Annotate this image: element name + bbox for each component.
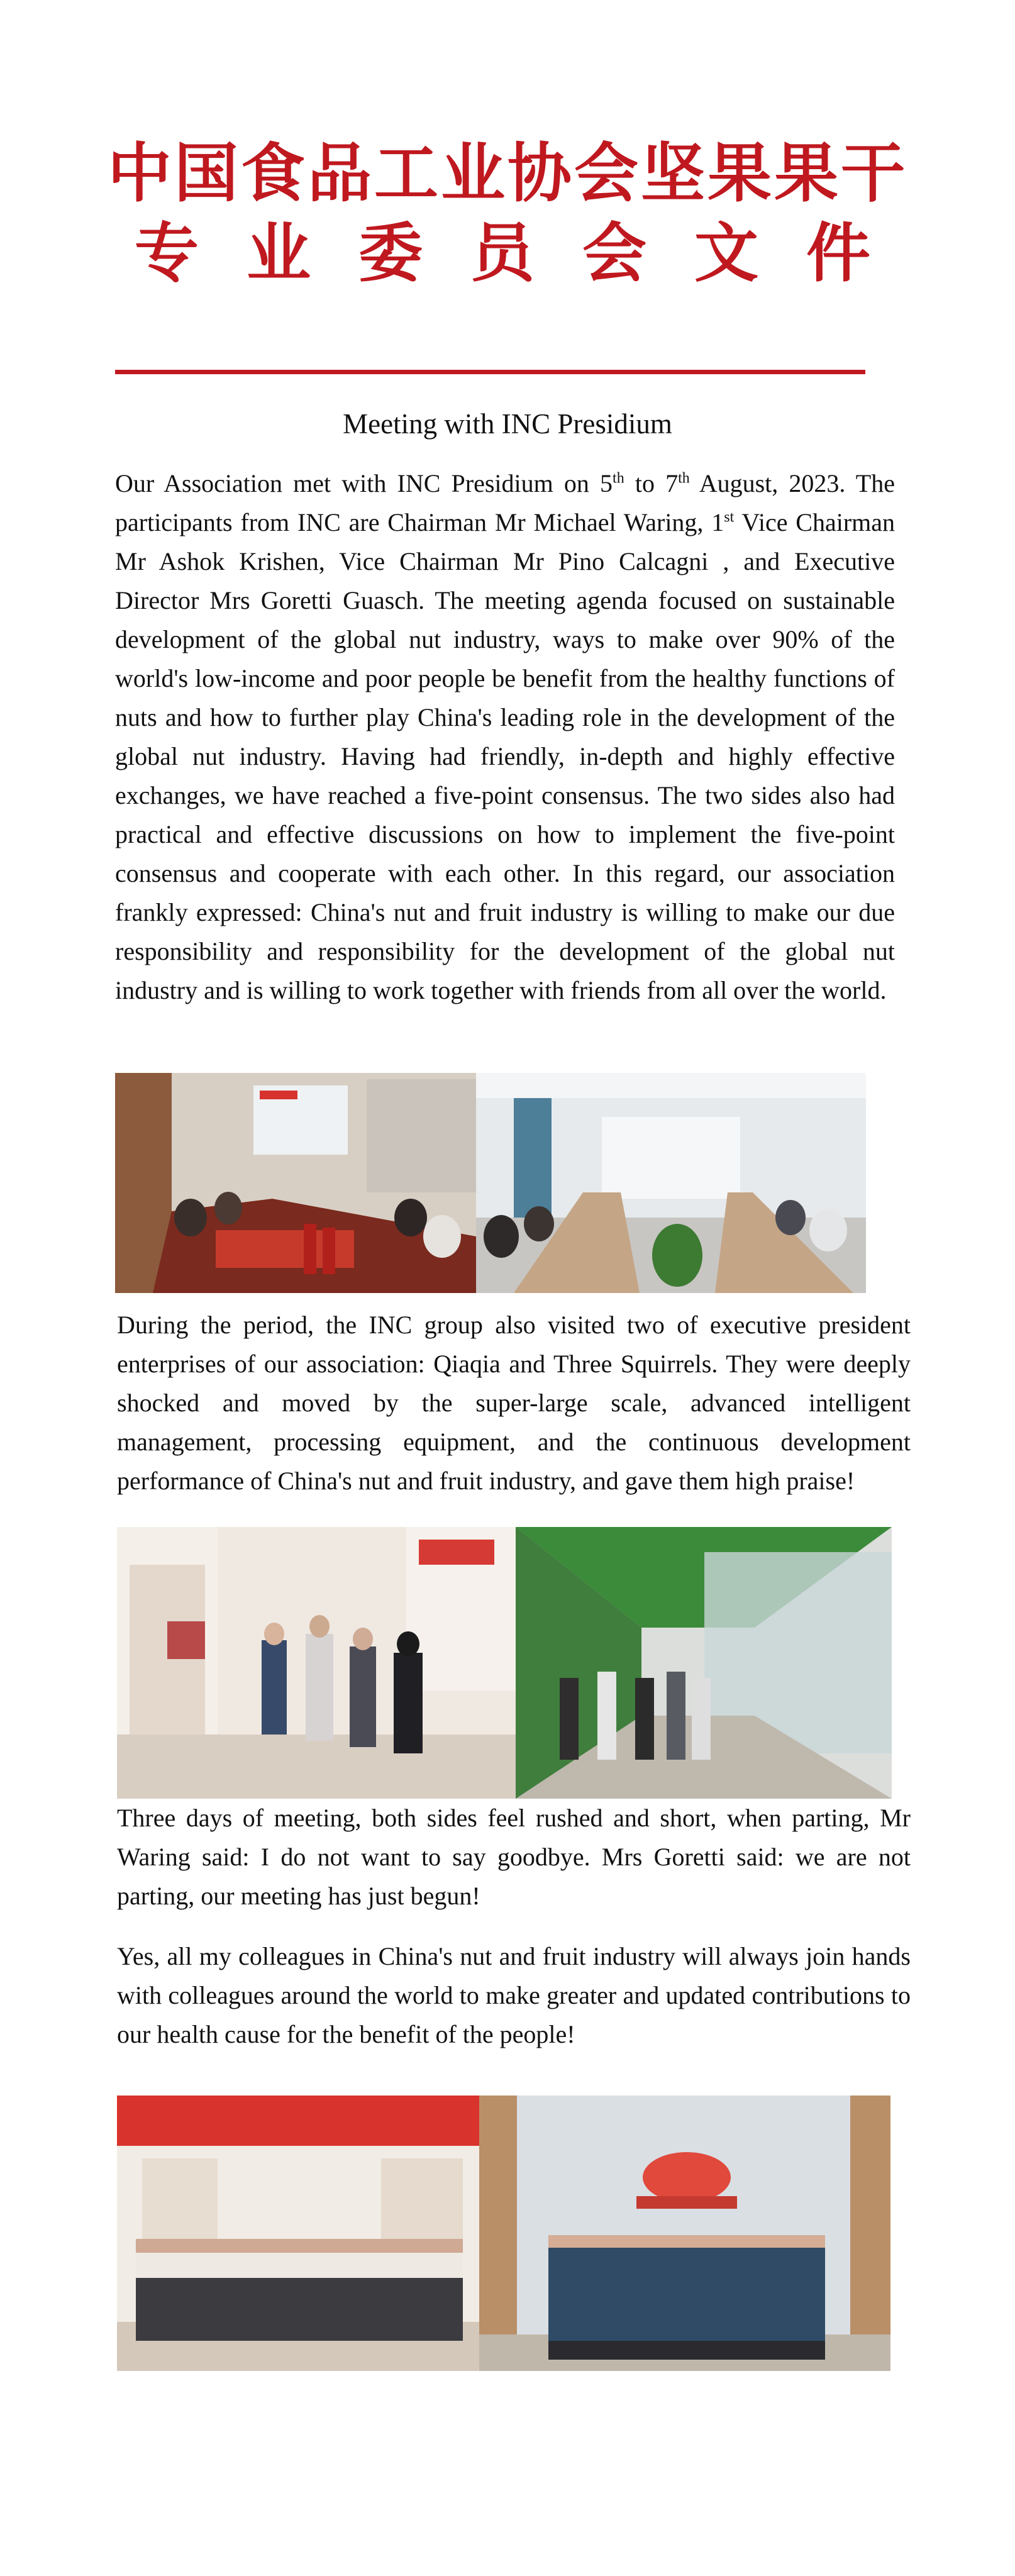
ordinal-suffix-1: th bbox=[613, 470, 624, 487]
group-photo-right bbox=[479, 2096, 890, 2371]
paragraph-1-part-3: August, 2023. The participants from INC are Chairman Mr Michael Waring, 1 bbox=[115, 469, 895, 536]
paragraph-1-part-4: Vice Chairman Mr Ashok Krishen, Vice Chairman Mr Pino Calcagni , and Executive Director Mrs Goretti Guasch. The meeting agenda focused on sustainable development of the global nut industry, ways to make over 90% of the world's low-income and poor people be benefit from the healthy functions of nuts and how to further play China's leading role in the development of the global nut industry. Having had friendly, in-depth and highly effective exchanges, we have reached a five-point consensus. The two sides also had practical and effective discussions on how to implement the five-point consensus and cooperate with each other. In this regard, our association frankly expressed: China's nut and fruit industry is willing to make our due responsibility and responsibility for the development of the global nut industry and is willing to work together with friends from all over the world. bbox=[115, 508, 896, 1004]
paragraph-1-part-2: to 7 bbox=[624, 469, 679, 497]
document-title-line-2: 专业委员会文件 bbox=[135, 216, 918, 291]
ordinal-suffix-3: st bbox=[724, 509, 735, 526]
visit-photo-left bbox=[117, 1527, 516, 1799]
document-title-line-1: 中国食品工业协会坚果果干 bbox=[108, 136, 907, 211]
paragraph-3: Three days of meeting, both sides feel rushed and short, when parting, Mr Waring said: I do not want to say goodbye. Mrs Goretti said: we are not parting, our meeting has just begun! bbox=[117, 1804, 911, 1910]
visit-photo-right bbox=[516, 1527, 892, 1799]
meeting-photos-row bbox=[115, 1073, 866, 1293]
header-divider bbox=[115, 370, 865, 374]
ordinal-suffix-2: th bbox=[678, 470, 690, 487]
group-photos-row bbox=[117, 2096, 890, 2371]
paragraph-1 bbox=[115, 464, 895, 1010]
meeting-photo-right bbox=[476, 1073, 866, 1293]
paragraph-1-part-1: Our Association met with INC Presidium on 5 bbox=[115, 469, 613, 497]
paragraph-4: Yes, all my colleagues in China's nut and fruit industry will always join hands with colleagues around the world to make greater and updated contributions to our health cause for the benefit of the people! bbox=[117, 1942, 911, 2048]
group-photo-left bbox=[117, 2096, 479, 2371]
article-heading: Meeting with INC Presidium bbox=[343, 408, 672, 440]
paragraph-2: During the period, the INC group also visited two of executive president enterprises of our association: Qiaqia and Three Squirrels. They were deeply shocked and moved by the super-large scale, advanced intelligent management, processing equipment, and the continuous development performance of China's nut and fruit industry, and gave them high praise! bbox=[117, 1311, 911, 1495]
meeting-photo-left bbox=[115, 1073, 476, 1293]
factory-visit-photos-row bbox=[117, 1527, 892, 1799]
